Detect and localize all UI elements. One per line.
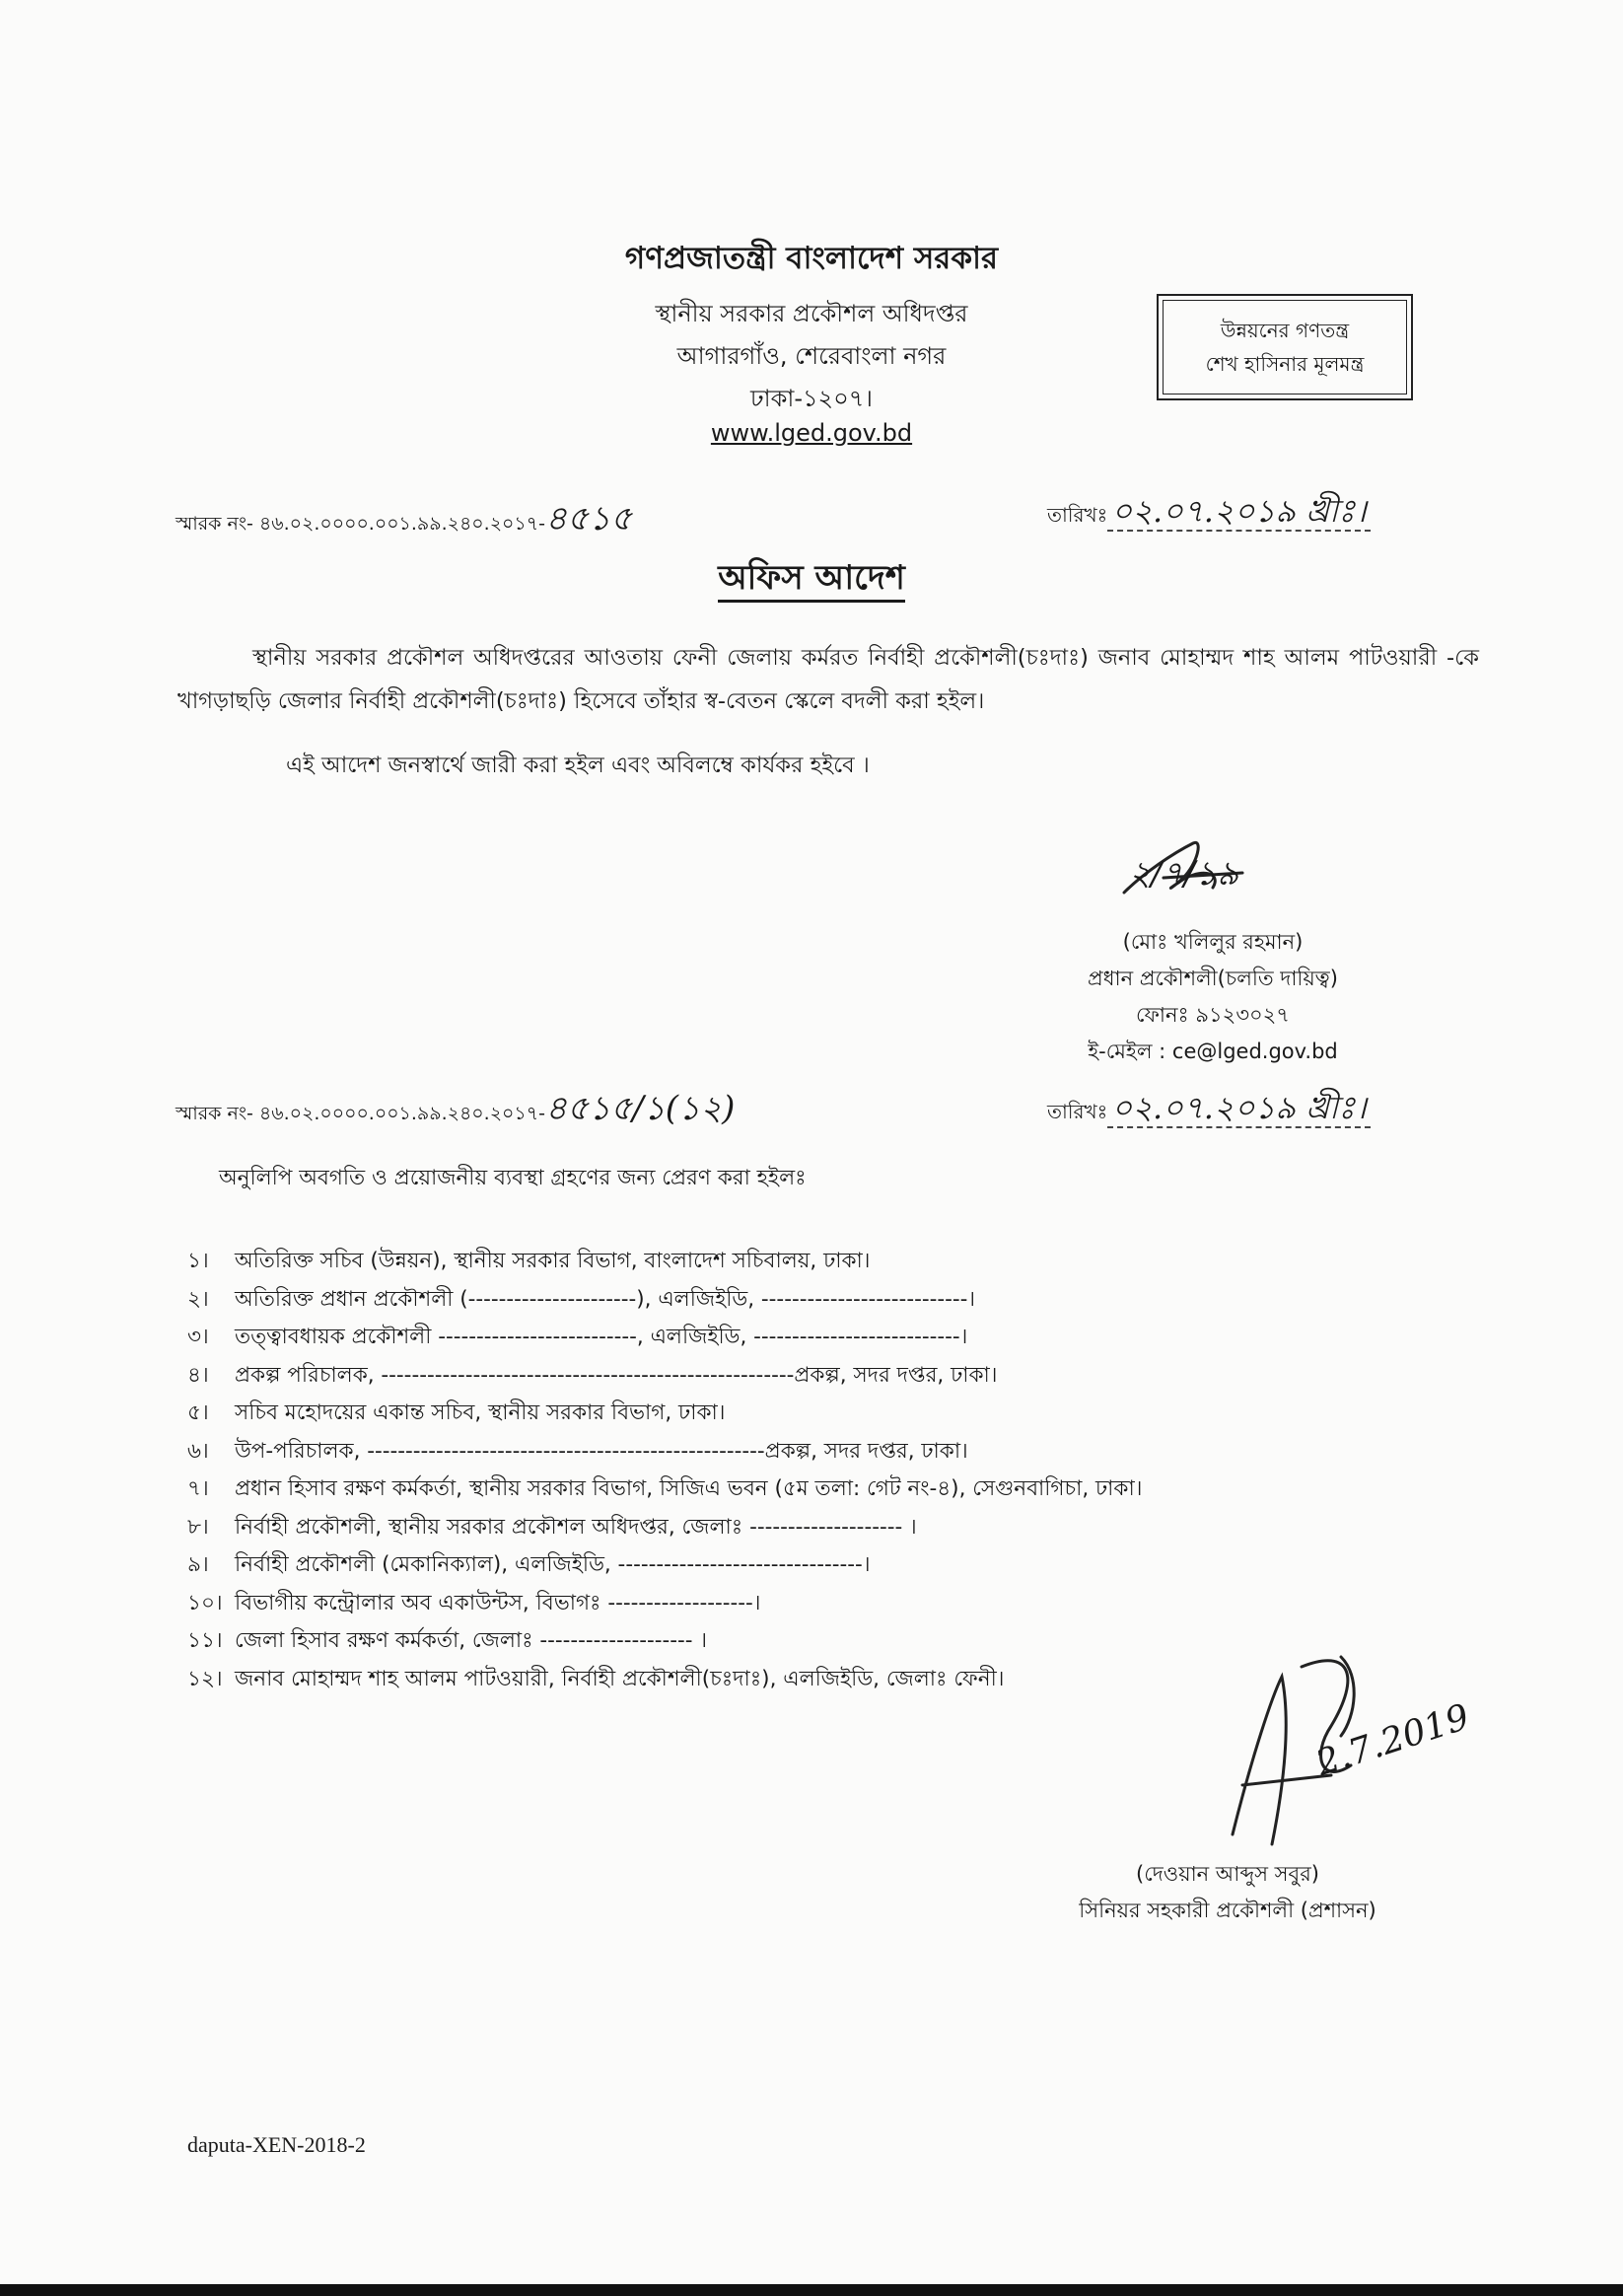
- government-title: গণপ্রজাতন্ত্রী বাংলাদেশ সরকার: [624, 241, 999, 276]
- signatory-2-block: [1016, 1856, 1440, 1929]
- memo-prefix: স্মারক নং- ৪৬.০২.০০০০.০০১.৯৯.২৪০.২০১৭-: [176, 1103, 545, 1124]
- signatory-1-name: (মোঃ খলিলুর রহমান): [1122, 930, 1304, 954]
- copy-intro: অনুলিপি অবগতি ও প্রয়োজনীয় ব্যবস্থা গ্রহণের জন্য প্রেরণ করা হইলঃ: [219, 1166, 807, 1190]
- list-item: ৩। তত্ত্বাবধায়ক প্রকৌশলী --------------------------, এলজিইডি, ---------------------------।: [187, 1325, 968, 1349]
- date-handwritten: ০২.০৭.২০১৯ খ্রীঃ।: [1107, 492, 1370, 532]
- address-line: আগারগাঁও, শেরেবাংলা নগর: [676, 342, 947, 370]
- list-item: ৪। প্রকল্প পরিচালক, ------------------------------------------------------প্রকল্প, সদর দপ্তর, ঢাকা।: [187, 1362, 998, 1388]
- department-name: স্থানীয় সরকার প্রকৌশল অধিদপ্তর: [655, 300, 968, 327]
- website-link[interactable]: www.lged.gov.bd: [710, 419, 913, 447]
- signatory-2-designation: সিনিয়র সহকারী প্রকৌশলী (প্রশাসন): [1079, 1899, 1376, 1922]
- list-item: ১০। বিভাগীয় কন্ট্রোলার অব একাউন্টস, বিভাগঃ -------------------।: [187, 1590, 761, 1615]
- memo-prefix: স্মারক নং- ৪৬.০২.০০০০.০০১.৯৯.২৪০.২০১৭-: [176, 513, 545, 535]
- list-item: ১১। জেলা হিসাব রক্ষণ কর্মকর্তা, জেলাঃ -------------------- ।: [187, 1628, 708, 1653]
- slogan-line-1: উন্নয়নের গণতন্ত্র: [1220, 319, 1350, 342]
- list-item: ৬। উপ-পরিচালক, ----------------------------------------------------প্রকল্প, সদর দপ্তর, ঢাকা।: [187, 1438, 968, 1464]
- signatory-2-name: (দেওয়ান আব্দুস সবুর): [1136, 1862, 1319, 1886]
- signatory-1-block: [1025, 924, 1400, 1070]
- memo-date-1: [1047, 486, 1371, 539]
- list-item: ৮। নির্বাহী প্রকৌশলী, স্থানীয় সরকার প্রকৌশল অধিদপ্তর, জেলাঃ -------------------- ।: [187, 1514, 917, 1540]
- memo-date-2: [1047, 1083, 1371, 1136]
- list-item: ৫। সচিব মহোদয়ের একান্ত সচিব, স্থানীয় সরকার বিভাগ, ঢাকা।: [187, 1400, 726, 1425]
- city-line: ঢাকা-১২০৭।: [750, 385, 873, 412]
- memo-number-2: [176, 1083, 735, 1139]
- order-title: অফিস আদেশ: [0, 552, 1623, 609]
- slogan-line-2: শেখ হাসিনার মূলমন্ত্র: [1205, 352, 1365, 376]
- signatory-1-designation: প্রধান প্রকৌশলী(চলতি দায়িত্ব): [1088, 967, 1338, 990]
- signature-2-date: 2.7.2019: [1311, 1696, 1475, 1784]
- date-handwritten: ০২.০৭.২০১৯ খ্রীঃ।: [1107, 1089, 1370, 1128]
- signatory-1-phone: ফোনঃ ৯১২৩০২৭: [1136, 1003, 1290, 1027]
- memo-number-1: [176, 493, 632, 549]
- copy-list: [187, 1243, 1142, 1698]
- date-label: তারিখঃ: [1047, 503, 1108, 527]
- memo-handwritten-number: ৪৫১৫: [544, 499, 633, 538]
- order-paragraph: স্থানীয় সরকার প্রকৌশল অধিদপ্তরের আওতায় ফেনী জেলায় কর্মরত নির্বাহী প্রকৌশলী(চঃদাঃ) জনাব মোহাম্মদ শাহ আলম পাটওয়ারী -কে খাগড়াছড়ি জেলার নির্বাহী প্রকৌশলী(চঃদাঃ) হিসেবে তাঁহার স্ব-বেতন স্কেলে বদলী করা হইল।: [177, 645, 1479, 714]
- list-item: ১২। জনাব মোহাম্মদ শাহ আলম পাটওয়ারী, নির্বাহী প্রকৌশলী(চঃদাঃ), এলজিইডি, জেলাঃ ফেনী।: [187, 1666, 1005, 1691]
- footer-code: daputa-XEN-2018-2: [187, 2132, 366, 2157]
- date-label: তারিখঃ: [1047, 1100, 1108, 1123]
- signature-1-date: ২/৭/১৯: [1129, 854, 1239, 894]
- signatory-1-email[interactable]: ই-মেইল : ce@lged.gov.bd: [1088, 1040, 1338, 1063]
- memo-handwritten-number: ৪৫১৫/১(১২): [544, 1089, 736, 1128]
- list-item: ২। অতিরিক্ত প্রধান প্রকৌশলী (----------------------), এলজিইডি, ---------------------------।: [187, 1286, 976, 1312]
- list-item: ৭। প্রধান হিসাব রক্ষণ কর্মকর্তা, স্থানীয় সরকার বিভাগ, সিজিএ ভবন (৫ম তলা: গেট নং-৪), সেগুনবাগিচা, ঢাকা।: [187, 1476, 1143, 1501]
- list-item: ১। অতিরিক্ত সচিব (উন্নয়ন), স্থানীয় সরকার বিভাগ, বাংলাদেশ সচিবালয়, ঢাকা।: [187, 1249, 871, 1273]
- slogan-box: [1157, 294, 1413, 400]
- list-item: ৯। নির্বাহী প্রকৌশলী (মেকানিক্যাল), এলজিইডি, --------------------------------।: [187, 1552, 871, 1577]
- scan-edge-bar: [0, 2284, 1623, 2296]
- order-effect-line: এই আদেশ জনস্বার্থে জারী করা হইল এবং অবিলম্বে কার্যকর হইবে ।: [286, 753, 870, 778]
